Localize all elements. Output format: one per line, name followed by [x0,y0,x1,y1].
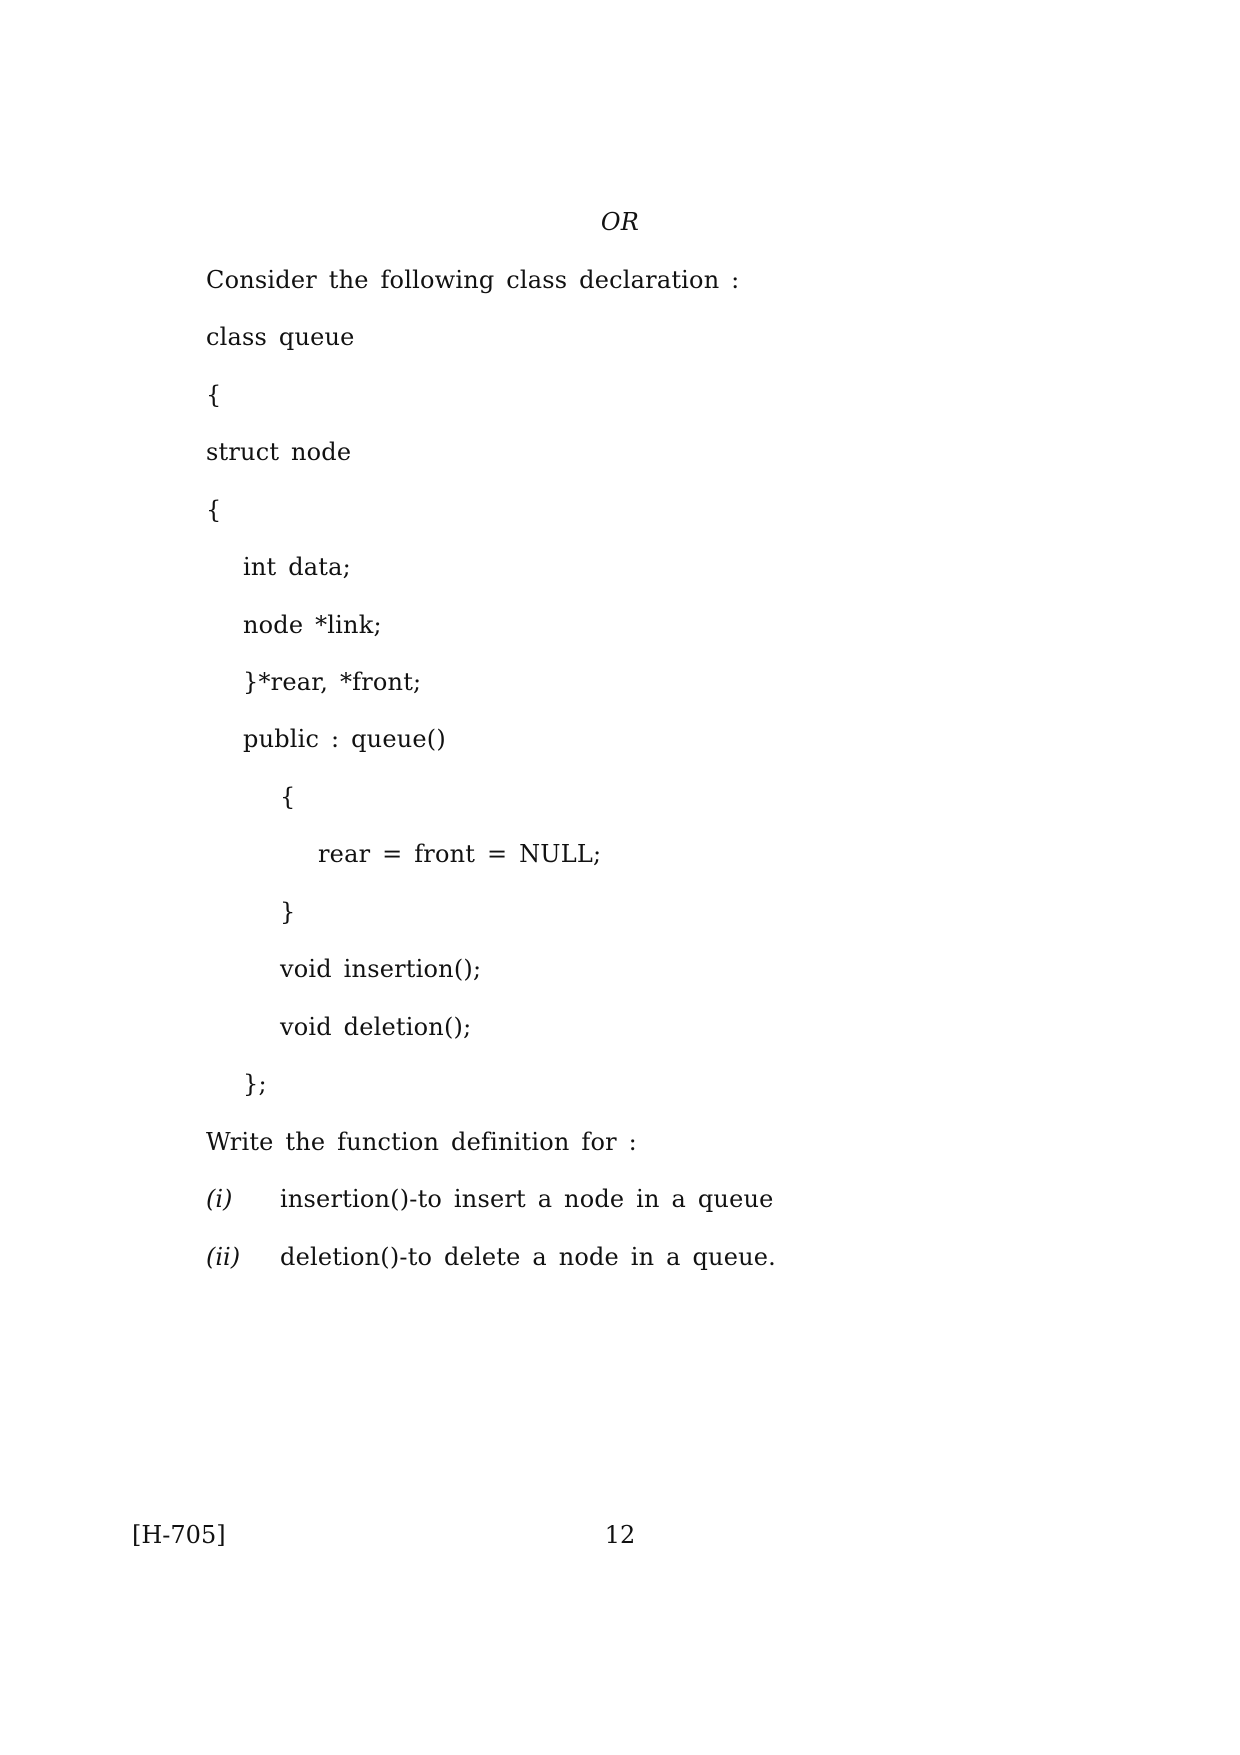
code-line: }*rear, *front; [243,668,422,696]
page-number: 12 [604,1521,636,1549]
question-instruction: Write the function definition for : [206,1128,637,1156]
paper-code: [H-705] [132,1521,226,1549]
code-line: node *link; [243,611,382,639]
item-text: deletion()-to delete a node in a queue. [280,1243,777,1271]
item-label: (i) [206,1185,233,1213]
code-line: } [280,898,296,926]
code-line: { [280,783,296,811]
or-separator: OR [600,208,640,236]
question-intro: Consider the following class declaration : [206,266,740,294]
item-text: insertion()-to insert a node in a queue [280,1185,774,1213]
code-line: public : queue() [243,725,446,753]
code-line: { [206,496,222,524]
code-line: void deletion(); [280,1013,472,1041]
code-line: struct node [206,438,352,466]
code-line: int data; [243,553,351,581]
item-label: (ii) [206,1243,241,1271]
code-line: { [206,381,222,409]
code-line: rear = front = NULL; [318,840,602,868]
code-line: class queue [206,323,355,351]
code-line: }; [243,1070,267,1098]
code-line: void insertion(); [280,955,482,983]
